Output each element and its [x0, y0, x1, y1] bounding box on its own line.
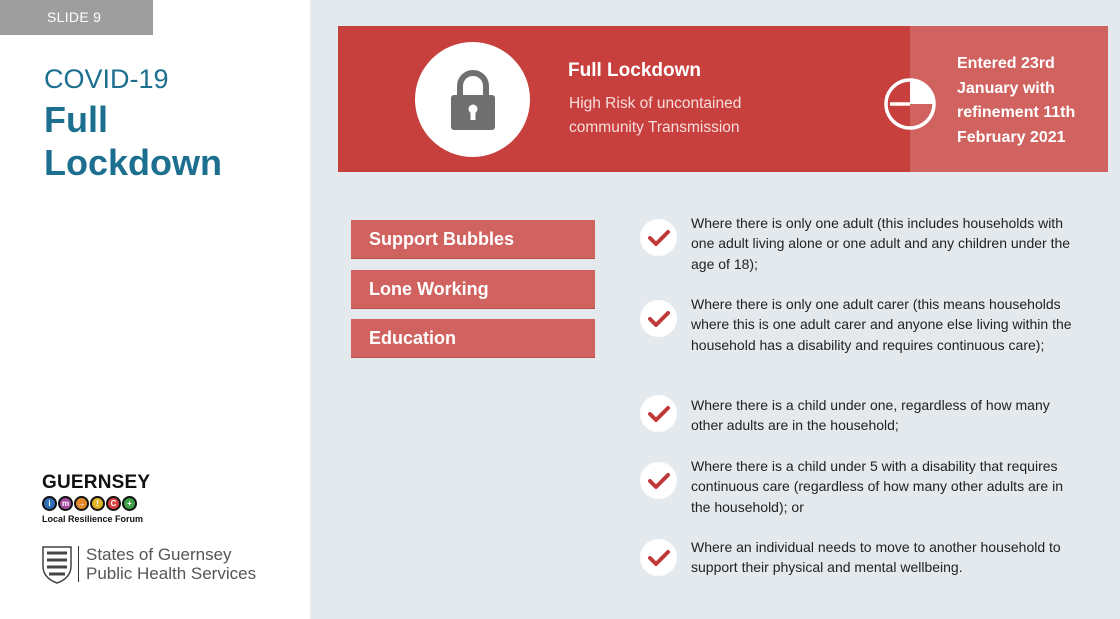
- criteria-item: [640, 537, 1100, 578]
- check-icon: [640, 462, 677, 499]
- resilience-forum-tagline: Local Resilience Forum: [42, 514, 144, 524]
- banner-title: Full Lockdown: [568, 60, 701, 81]
- resilience-forum-name: GUERNSEY: [42, 472, 151, 493]
- criteria-text: Where there is a child under 5 with a disability that requires continuous care (regardless of how many other adults are in the household); or: [691, 458, 1063, 515]
- criteria-text: Where there is only one adult carer (this means households where this is one adult carer and anyone else living within the household has a disability and requires continuous care);: [691, 296, 1072, 353]
- resilience-forum-logo: [42, 472, 158, 524]
- page-title: Full Lockdown: [44, 99, 222, 183]
- lock-icon: [449, 69, 497, 131]
- lock-icon-circle: [415, 42, 530, 157]
- category-education: Education: [351, 319, 595, 358]
- criteria-item: [640, 294, 1100, 355]
- banner-date-text: Entered 23rd January with refinement 11th February 2021: [957, 55, 1076, 146]
- states-of-guernsey-logo: [41, 544, 256, 584]
- criteria-text: Where there is only one adult (this includes households with one adult living alone or one adult and any children under the age of 18);: [691, 215, 1071, 272]
- slide-title: [44, 62, 244, 184]
- criteria-item: [640, 456, 1100, 517]
- resilience-forum-icons: i m → ! C +: [42, 496, 158, 511]
- category-lone-working: Lone Working: [351, 270, 595, 309]
- slide-number-tag: SLIDE 9: [0, 0, 153, 35]
- states-line1: States of Guernsey: [86, 545, 232, 564]
- check-icon: [640, 395, 677, 432]
- check-icon: [640, 539, 677, 576]
- criteria-text: Where there is a child under one, regardless of how many other adults are in the household;: [691, 397, 1050, 434]
- states-line2: Public Health Services: [86, 564, 257, 583]
- check-icon: [640, 300, 677, 337]
- criteria-text: Where an individual needs to move to another household to support their physical and mental wellbeing.: [691, 539, 1061, 576]
- crest-icon: [41, 544, 73, 584]
- banner-description: High Risk of uncontained community Transmission: [569, 95, 742, 136]
- clock-icon: [882, 76, 938, 132]
- title-subtitle: COVID-19: [44, 64, 169, 94]
- criteria-item: [640, 213, 1100, 274]
- category-support-bubbles: Support Bubbles: [351, 220, 595, 259]
- criteria-item: [640, 395, 1100, 436]
- check-icon: [640, 219, 677, 256]
